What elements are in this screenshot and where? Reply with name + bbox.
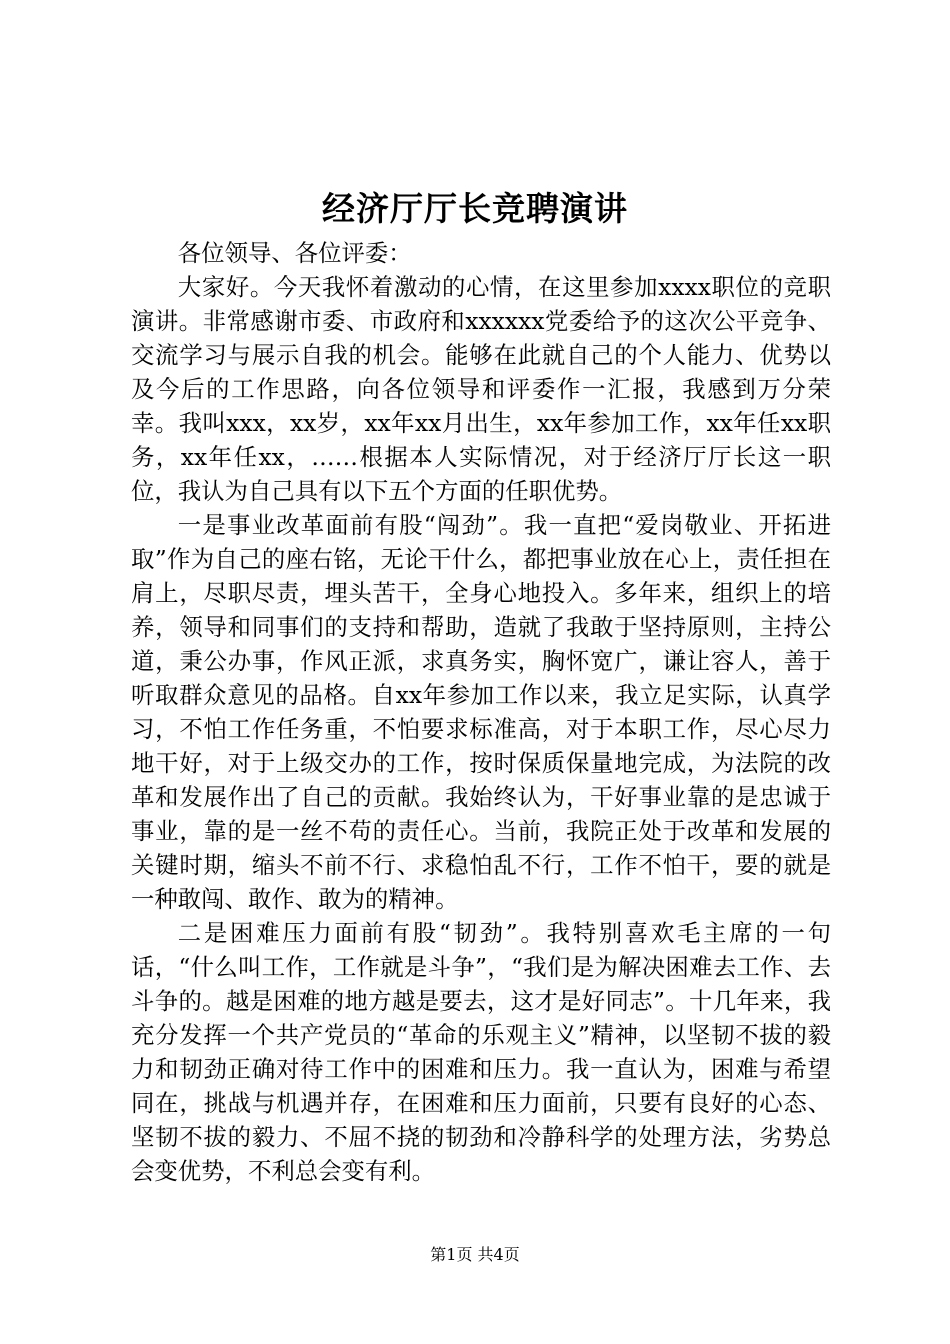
body-paragraph: 二是困难压力面前有股“韧劲”。我特别喜欢毛主席的一句话，“什么叫工作，工作就是斗争”，“我们是为解决困难去工作、去斗争的。越是困难的地方越是要去，这才是好同志”。十几年来，我充分发挥一个共产党员的“革命的乐观主义”精神，以坚韧不拔的毅力和韧劲正确对待工作中的困难和压力。我一直认为，困难与希望同在，挑战与机遇并存，在困难和压力面前，只要有良好的心态、坚韧不拔的毅力、不屈不挠的韧劲和冷静科学的处理方法，劣势总会变优势，不利总会变有利。	[131, 919, 831, 1185]
body-paragraph: 一是事业改革面前有股“闯劲”。我一直把“爱岗敬业、开拓进取”作为自己的座右铭，无论干什么，都把事业放在心上，责任担在肩上，尽职尽责，埋头苦干，全身心地投入。多年来，组织上的培养，领导和同事们的支持和帮助，造就了我敢于坚持原则，主持公道，秉公办事，作风正派，求真务实，胸怀宽广，谦让容人，善于听取群众意见的品格。自xx年参加工作以来，我立足实际，认真学习，不怕工作任务重，不怕要求标准高，对于本职工作，尽心尽力地干好，对于上级交办的工作，按时保质保量地完成，为法院的改革和发展作出了自己的贡献。我始终认为，干好事业靠的是忠诚于事业，靠的是一丝不苟的责任心。当前，我院正处于改革和发展的关键时期，缩头不前不行、求稳怕乱不行，工作不怕干，要的就是一种敢闯、敢作、敢为的精神。	[131, 511, 831, 913]
document-title: 经济厅厅长竞聘演讲	[322, 189, 628, 228]
page-footer: 第1页 共4页	[430, 1245, 520, 1264]
body-paragraph: 大家好。今天我怀着激动的心情，在这里参加xxxx职位的竞职演讲。非常感谢市委、市政府和xxxxxx党委给予的这次公平竞争、交流学习与展示自我的机会。能够在此就自己的个人能力、优势以及今后的工作思路，向各位领导和评委作一汇报，我感到万分荣幸。我叫xxx，xx岁，xx年xx月出生，xx年参加工作，xx年任xx职务，xx年任xx，……根据本人实际情况，对于经济厅厅长这一职位，我认为自己具有以下五个方面的任职优势。	[131, 273, 831, 505]
document-body	[131, 236, 831, 1188]
salutation-paragraph: 各位领导、各位评委：	[177, 239, 412, 267]
